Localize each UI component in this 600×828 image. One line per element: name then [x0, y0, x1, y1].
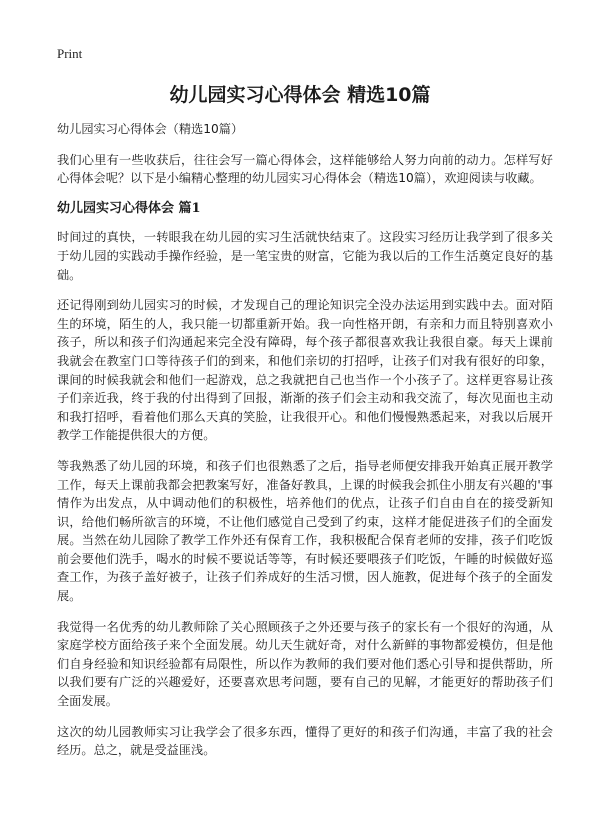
paragraph: 等我熟悉了幼儿园的环境，和孩子们也很熟悉了之后，指导老师便安排我开始真正展开教学工作，每天上课前我都会把教案写好，准备好教具，上课的时候我会抓住小朋友有兴趣的'事情作为出发点，从中调动他们的积极性，培养他们的优点，让孩子们自由自在的接受新知识，给他们畅所欲言的环境，不让他们感觉自己受到了约束，这样才能促进孩子们的全面发展。当然在幼儿园除了教学工作外还有保育工作，我积极配合保育老师的安排，孩子们吃饭前会要他们洗手，喝水的时候不要说话等等，有时候还要喂孩子们吃饭，午睡的时候做好巡查工作，为孩子盖好被子，让孩子们养成好的生活习惯，因人施教，促进每个孩子的全面发展。: [57, 458, 553, 604]
print-link[interactable]: Print: [57, 46, 83, 61]
paragraph: 我觉得一名优秀的幼儿教师除了关心照顾孩子之外还要与孩子的家长有一个很好的沟通，从家庭学校方面给孩子来个全面发展。幼儿天生就好奇，对什么新鲜的事物都爱模仿，但是他们自身经验和知识经验都有局限性，所以作为教师的我们要对他们悉心引导和提供帮助，所以我们要有广泛的兴趣爱好，还要喜欢思考问题，要有自己的见解，才能更好的帮助孩子们全面发展。: [57, 619, 553, 709]
intro-paragraph: 我们心里有一些收获后，往往会写一篇心得体会，这样能够给人努力向前的动力。怎样写好心得体会呢？以下是小编精心整理的幼儿园实习心得体会（精选10篇），欢迎阅读与收藏。: [57, 152, 553, 186]
paragraph: 还记得刚到幼儿园实习的时候，才发现自己的理论知识完全没办法运用到实践中去。面对陌生的环境，陌生的人，我只能一切都重新开始。我一向性格开朗，有亲和力而且特别喜欢小孩子，所以和孩子们沟通起来完全没有障碍，每个孩子都很喜欢我让我很自豪。每天上课前我就会在教室门口等待孩子们的到来，和他们亲切的打招呼，让孩子们对我有很好的印象，课间的时候我就会和他们一起游戏，总之我就把自己也当作一个小孩子了。这样更容易让孩子们亲近我，终于我的付出得到了回报，渐渐的孩子们会主动和我交流了，每次见面也主动和我打招呼，看着他们那么天真的笑脸，让我很开心。和他们慢慢熟悉起来，对我以后展开教学工作能提供很大的方便。: [57, 298, 553, 443]
article-subtitle: 幼儿园实习心得体会（精选10篇）: [57, 122, 244, 136]
paragraph: 这次的幼儿园教师实习让我学会了很多东西，懂得了更好的和孩子们沟通，丰富了我的社会经历。总之，就是受益匪浅。: [57, 724, 553, 758]
section-heading: 幼儿园实习心得体会 篇1: [57, 200, 201, 216]
page-title: 幼儿园实习心得体会 精选10篇: [169, 84, 431, 106]
paragraph: 时间过的真快，一转眼我在幼儿园的实习生活就快结束了。这段实习经历让我学到了很多关于幼儿园的实践动手操作经验，是一笔宝贵的财富，它能为我以后的工作生活奠定良好的基础。: [57, 230, 553, 282]
article-body: [57, 120, 553, 772]
